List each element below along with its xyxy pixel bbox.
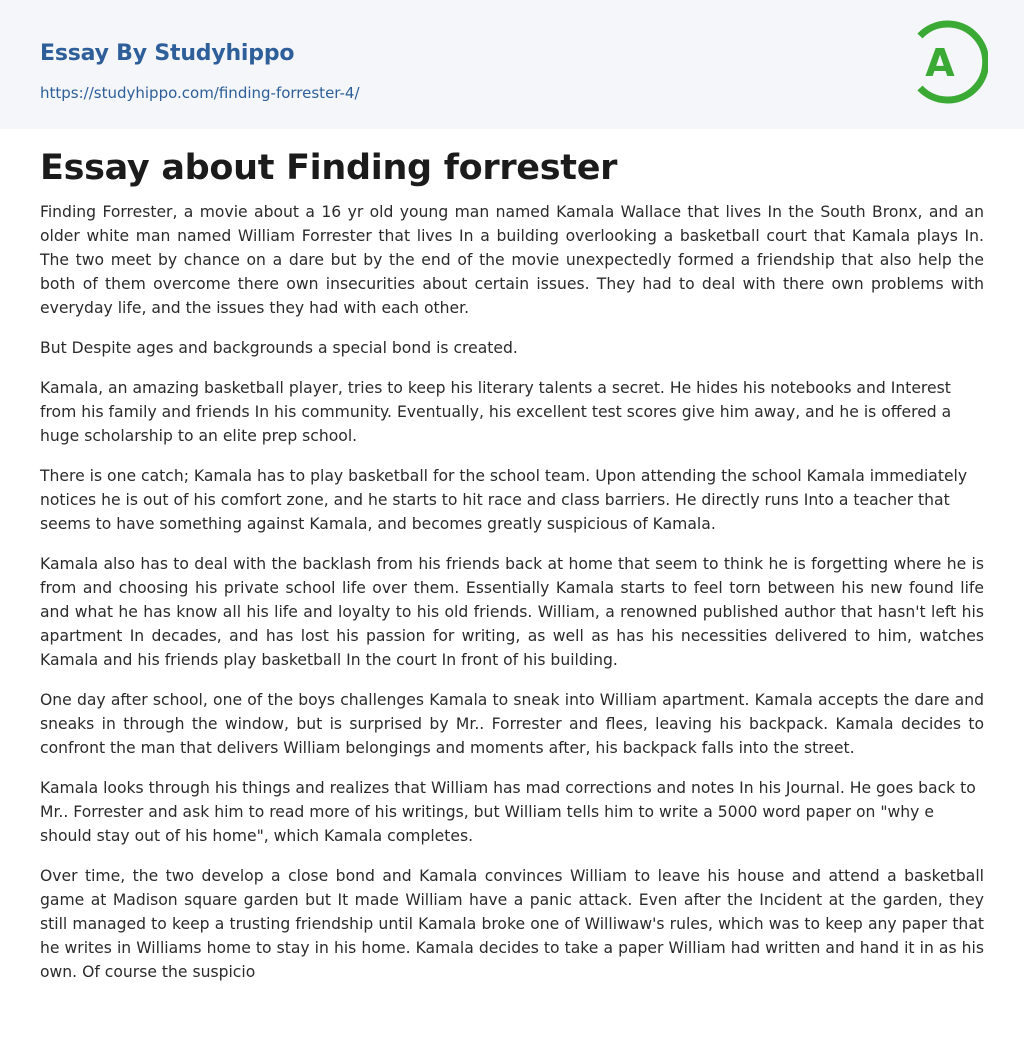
logo-letter: A bbox=[925, 41, 955, 85]
essay-paragraph: Kamala looks through his things and realizes that William has mad corrections and notes In his Journal. He goes back to Mr.. Forrester and ask him to read more of his writings, but William tells him to write a 5000 word paper on "why e should stay out of his home", which Kamala completes. bbox=[40, 779, 976, 845]
essay-paragraph: There is one catch; Kamala has to play basketball for the school team. Upon attending the school Kamala immediately notices he is out of his comfort zone, and he starts to hit race and class barriers. He directly runs Into a teacher that seems to have something against Kamala, and becomes greatly suspicious of Kamala. bbox=[40, 467, 968, 533]
essay-paragraph: Kamala also has to deal with the backlash from his friends back at home that seem to think he is forgetting where he is from and choosing his private school life over them. Essentially Kamala starts to feel torn between his new found life and what he has know all his life and loyalty to his old friends. William, a renowned published author that hasn't left his apartment In decades, and has lost his passion for writing, as well as has his necessities delivered to him, watches Kamala and his friends play basketball In the court In front of his building. bbox=[40, 555, 984, 669]
essay-paragraph: Over time, the two develop a close bond and Kamala convinces William to leave his house and attend a basketball game at Madison square garden but It made William have a panic attack. Even after the Incident at the garden, they still managed to keep a trusting friendship until Kamala broke one of Williwaw's rules, which was to keep any paper that he writes in Williams home to stay in his home. Kamala decides to take a paper William had written and hand it in as his own. Of course the suspicio bbox=[40, 867, 984, 981]
site-brand[interactable]: Essay By Studyhippo bbox=[40, 41, 295, 66]
essay-paragraph: Finding Forrester, a movie about a 16 yr old young man named Kamala Wallace that lives In the South Bronx, and an older white man named William Forrester that lives In a building overlooking a basketball court that Kamala plays In. The two meet by chance on a dare but by the end of the movie unexpectedly formed a friendship that also help the both of them overcome there own insecurities about certain issues. They had to deal with there own problems with everyday life, and the issues they had with each other. bbox=[40, 203, 984, 317]
source-url-link[interactable]: https://studyhippo.com/finding-forrester-4/ bbox=[40, 84, 360, 102]
studyhippo-logo-icon[interactable] bbox=[910, 18, 988, 106]
essay-paragraph: One day after school, one of the boys challenges Kamala to sneak into William apartment. Kamala accepts the dare and sneaks in through the window, but is surprised by Mr.. Forrester and flees, leaving his backpack. Kamala decides to confront the man that delivers William belongings and moments after, his backpack falls into the street. bbox=[40, 691, 984, 757]
essay-body bbox=[40, 200, 984, 1000]
essay-paragraph: Kamala, an amazing basketball player, tries to keep his literary talents a secret. He hides his notebooks and Interest from his family and friends In his community. Eventually, his excellent test scores give him away, and he is offered a huge scholarship to an elite prep school. bbox=[40, 379, 952, 445]
essay-title: Essay about Finding forrester bbox=[40, 148, 618, 188]
essay-paragraph: But Despite ages and backgrounds a special bond is created. bbox=[40, 339, 518, 357]
